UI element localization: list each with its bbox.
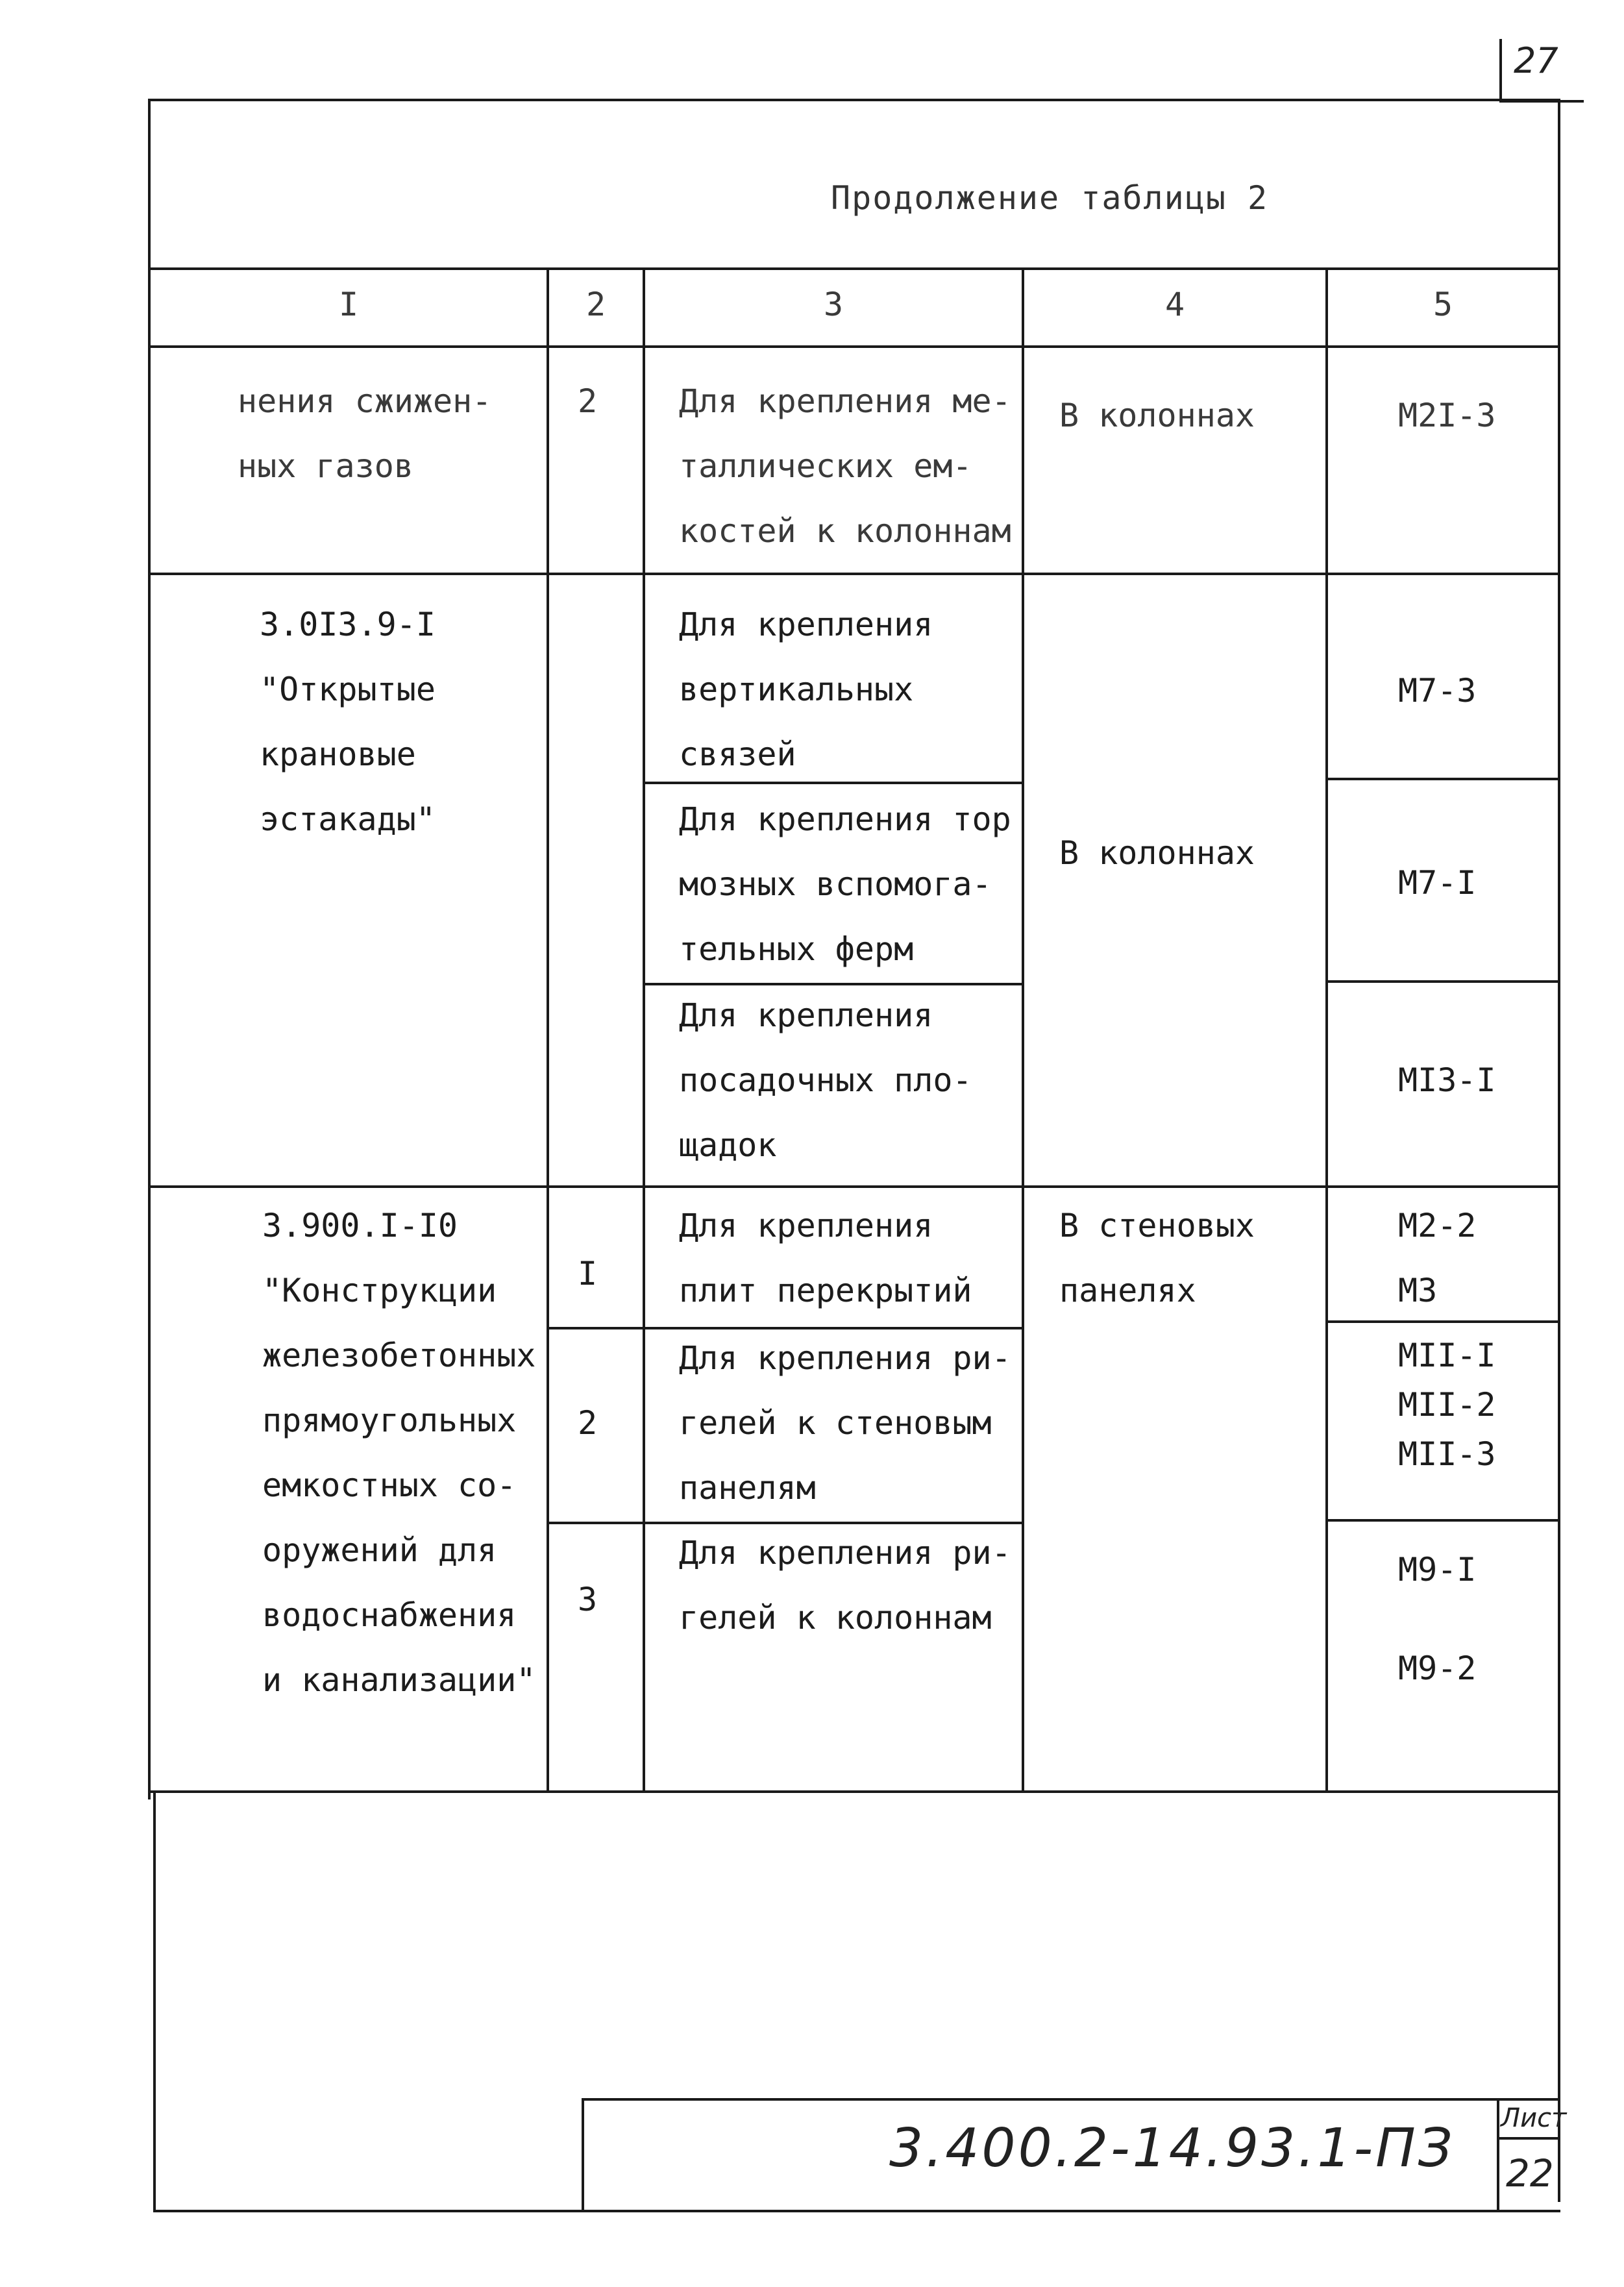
block3-row2-variant: 2	[578, 1404, 598, 1442]
block3-row1-col5-line	[1325, 1320, 1560, 1323]
block3-row2-col5-line	[1325, 1519, 1560, 1522]
frame-left	[148, 99, 151, 1799]
block2-bottom-line	[148, 1185, 1560, 1188]
frame-top	[148, 99, 1560, 101]
frame-left-lower	[153, 1790, 156, 2212]
column-header-4: 4	[1164, 286, 1185, 323]
frame-bottom	[156, 2210, 1560, 2212]
sheet-label: Лист	[1501, 2103, 1567, 2133]
column-header-1: I	[338, 286, 359, 323]
block3-row3-marks: М9-I М9-2	[1398, 1551, 1477, 1687]
col-divider-2	[643, 267, 645, 1792]
block3-row3-variant: 3	[578, 1581, 598, 1618]
sheet-number: 22	[1506, 2151, 1554, 2195]
document-number: 3.400.2-14.93.1-ПЗ	[889, 2118, 1455, 2179]
block3-row1-variant: I	[578, 1255, 598, 1292]
block3-row2-marks: МII-I МII-2 МII-3	[1398, 1337, 1496, 1473]
block2-row1-col3-line	[643, 782, 1024, 784]
block2-row2-mark: М7-I	[1398, 864, 1477, 902]
frame-right	[1558, 99, 1560, 2202]
block1-designation: нения сжижен- ных газов	[238, 382, 492, 485]
page-number: 27	[1514, 40, 1558, 81]
block1-variant: 2	[578, 382, 598, 420]
block2-row1-purpose: Для крепления вертикальных связей	[679, 606, 933, 773]
stamp-left-line	[582, 2098, 584, 2212]
column-header-3: 3	[823, 286, 844, 323]
block2-row3-mark: МI3-I	[1398, 1061, 1496, 1099]
header-top-line	[148, 267, 1560, 270]
stamp-top-line	[582, 2098, 1560, 2101]
header-bottom-line	[148, 345, 1560, 348]
column-header-2: 2	[585, 286, 606, 323]
col-divider-1	[547, 267, 549, 1792]
block2-row2-col5-line	[1325, 980, 1560, 983]
col-divider-4	[1325, 267, 1328, 1792]
table-bottom-line	[148, 1790, 1560, 1793]
col-divider-3	[1022, 267, 1024, 1792]
block3-location: В стеновых панелях	[1059, 1207, 1255, 1309]
block2-row3-purpose: Для крепления посадочных пло- щадок	[679, 996, 972, 1164]
block1-purpose: Для крепления ме- таллических ем- костей к колоннам	[679, 382, 1011, 550]
block3-row1-marks: М2-2 М3	[1398, 1207, 1477, 1309]
block2-row2-purpose: Для крепления тор мозных вспомога- тельных ферм	[679, 800, 1011, 968]
stamp-sheet-label-line	[1497, 2137, 1560, 2140]
page-number-divider	[1499, 39, 1502, 101]
block2-row1-col5-line	[1325, 778, 1560, 780]
block2-location: В колоннах	[1059, 834, 1255, 872]
block3-row1-purpose: Для крепления плит перекрытий	[679, 1207, 972, 1309]
block3-row2-purpose: Для крепления ри- гелей к стеновым панелям	[679, 1339, 1011, 1507]
block2-designation: 3.0I3.9-I "Открытые крановые эстакады"	[260, 606, 436, 838]
block1-location: В колоннах	[1059, 397, 1255, 434]
stamp-sheet-divider	[1497, 2098, 1499, 2212]
column-header-5: 5	[1433, 286, 1453, 323]
block3-designation: 3.900.I-I0 "Конструкции железобетонных прямоугольных емкостных со- оружений для водоснабжения и канализации"	[262, 1207, 536, 1699]
block1-bottom-line	[148, 573, 1560, 575]
block2-row1-mark: М7-3	[1398, 672, 1477, 710]
table-caption: Продолжение таблицы 2	[831, 179, 1269, 217]
block1-mark: М2I-3	[1398, 397, 1496, 434]
block3-row3-purpose: Для крепления ри- гелей к колоннам	[679, 1534, 1011, 1637]
